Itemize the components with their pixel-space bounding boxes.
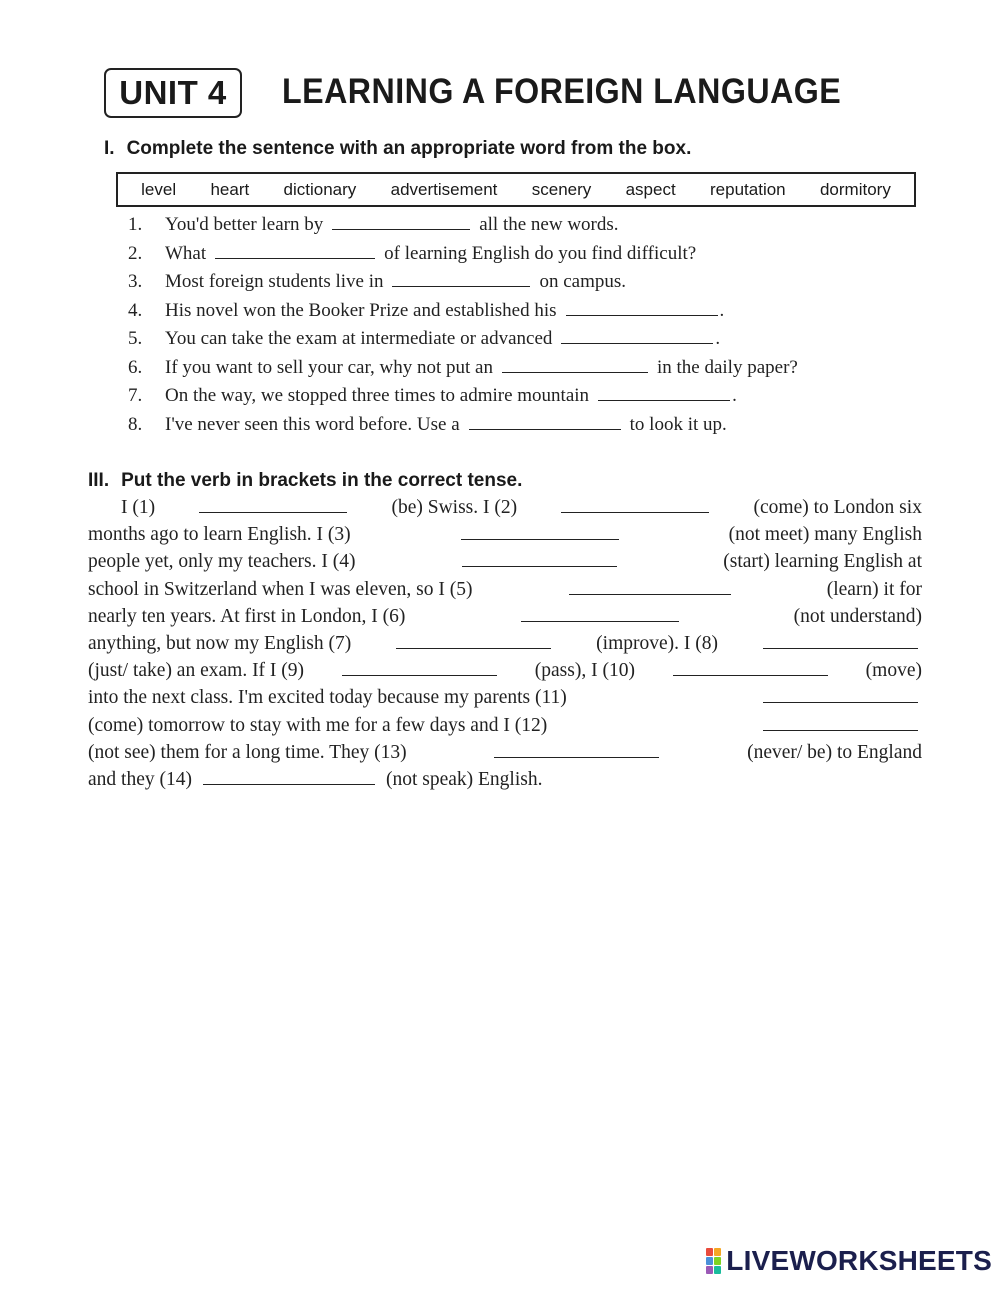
- sentence-6: [128, 357, 938, 386]
- tense-blank-7[interactable]: [396, 634, 551, 649]
- sentence-number: 5.: [128, 328, 143, 349]
- word-box-item: dictionary: [283, 179, 357, 199]
- paragraph-text: (come) tomorrow to stay with me for a few days and I (12): [88, 714, 548, 736]
- logo-tile: [706, 1248, 713, 1256]
- sentence-number: 3.: [128, 271, 143, 292]
- answer-blank[interactable]: [598, 386, 730, 401]
- tense-blank-1[interactable]: [199, 498, 347, 513]
- paragraph-text: (never/ be) to England: [747, 741, 922, 763]
- sentence-number: 6.: [128, 356, 143, 378]
- unit-label: UNIT 4: [119, 74, 227, 111]
- sentence-text-after: of learning English do you find difficult?: [384, 242, 697, 264]
- tense-blank-5[interactable]: [569, 580, 731, 595]
- word-box-item: heart: [210, 179, 250, 199]
- paragraph-line-3: [88, 551, 922, 578]
- sentence-text-before: You'd better learn by: [165, 214, 324, 235]
- sentence-1: [128, 214, 938, 243]
- logo-tile: [714, 1266, 721, 1274]
- sentence-text-before: What: [165, 242, 207, 264]
- tense-blank-10[interactable]: [673, 661, 828, 676]
- paragraph-text: (be) Swiss. I (2): [391, 497, 518, 518]
- sentence-number: 7.: [128, 385, 143, 406]
- logo-tile: [706, 1257, 713, 1265]
- paragraph-line-2: [88, 524, 922, 551]
- paragraph-text: people yet, only my teachers. I (4): [88, 551, 356, 573]
- sentence-text-after: all the new words.: [479, 214, 619, 235]
- word-box-item: aspect: [625, 179, 676, 199]
- sentence-5: [128, 328, 938, 357]
- paragraph-text: school in Switzerland when I was eleven, so I (5): [88, 578, 473, 600]
- liveworksheets-logo-icon: [706, 1248, 721, 1274]
- sentence-text-after: .: [732, 385, 737, 406]
- paragraph-text: nearly ten years. At first in London, I (6): [88, 605, 406, 627]
- sentence-list: [128, 214, 938, 442]
- answer-blank[interactable]: [392, 272, 530, 287]
- tense-blank-3[interactable]: [461, 525, 619, 540]
- answer-blank[interactable]: [469, 415, 621, 430]
- sentence-text-after: in the daily paper?: [656, 356, 798, 378]
- word-box-item: advertisement: [390, 179, 498, 199]
- sentence-text-after: .: [715, 328, 721, 349]
- tense-blank-11[interactable]: [763, 688, 918, 703]
- brand-name: LIVEWORKSHEETS: [726, 1245, 992, 1276]
- sentence-text-before: His novel won the Booker Prize and established his: [165, 299, 557, 321]
- section-3-heading: [88, 470, 522, 492]
- tense-paragraph: [88, 497, 922, 796]
- paragraph-text: (not understand): [793, 605, 922, 627]
- tense-blank-12[interactable]: [763, 716, 918, 731]
- unit-label-box: [104, 68, 242, 118]
- paragraph-text: months ago to learn English. I (3): [88, 524, 351, 546]
- paragraph-line-8: [88, 687, 922, 714]
- sentence-text-before: Most foreign students live in: [165, 271, 384, 292]
- sentence-text-after: .: [719, 299, 725, 321]
- paragraph-text: (not see) them for a long time. They (13): [88, 741, 407, 763]
- tense-blank-13[interactable]: [494, 743, 659, 758]
- paragraph-line-7: [88, 660, 922, 687]
- tense-blank-6[interactable]: [521, 607, 679, 622]
- section-3-number: III.: [88, 470, 110, 491]
- sentence-number: 4.: [128, 299, 143, 321]
- sentence-text-after: on campus.: [539, 271, 627, 292]
- word-box: [116, 172, 916, 207]
- section-1-instruction: Complete the sentence with an appropriate word from the box.: [126, 138, 692, 159]
- sentence-2: [128, 243, 938, 272]
- answer-blank[interactable]: [566, 301, 718, 316]
- section-1-heading: [104, 138, 691, 160]
- paragraph-text: anything, but now my English (7): [88, 632, 352, 654]
- paragraph-text: (come) to London six: [753, 497, 922, 518]
- paragraph-line-9: [88, 715, 922, 742]
- paragraph-text: (pass), I (10): [534, 660, 635, 682]
- word-box-item: reputation: [710, 179, 786, 199]
- paragraph-line-10: [88, 742, 922, 769]
- paragraph-text: (move): [865, 660, 922, 682]
- sentence-7: [128, 385, 938, 414]
- sentence-number: 2.: [128, 242, 143, 264]
- logo-tile: [714, 1257, 721, 1265]
- logo-tile: [714, 1248, 721, 1256]
- paragraph-text: (start) learning English at: [723, 551, 922, 573]
- sentence-8: [128, 414, 938, 443]
- sentence-text-before: If you want to sell your car, why not put an: [165, 356, 493, 378]
- paragraph-line-5: [88, 606, 922, 633]
- tense-blank-4[interactable]: [462, 552, 617, 567]
- sentence-text-before: On the way, we stopped three times to admire mountain: [165, 385, 590, 406]
- liveworksheets-brand: [706, 1245, 992, 1277]
- paragraph-text: (just/ take) an exam. If I (9): [88, 660, 305, 682]
- paragraph-text: (learn) it for: [826, 578, 922, 600]
- sentence-text-before: I've never seen this word before. Use a: [165, 413, 460, 435]
- paragraph-text: (improve). I (8): [596, 632, 718, 654]
- paragraph-text: and they (14): [88, 768, 192, 790]
- sentence-number: 8.: [128, 413, 143, 435]
- sentence-4: [128, 300, 938, 329]
- answer-blank[interactable]: [561, 329, 713, 344]
- tense-blank-14[interactable]: [203, 770, 375, 785]
- paragraph-line-4: [88, 579, 922, 606]
- answer-blank[interactable]: [332, 215, 470, 230]
- page-title: LEARNING A FOREIGN LANGUAGE: [282, 72, 842, 111]
- logo-tile: [706, 1266, 713, 1274]
- word-box-item: scenery: [531, 179, 592, 199]
- word-box-item: level: [141, 179, 177, 199]
- paragraph-text: I (1): [121, 497, 156, 518]
- paragraph-text: (not meet) many English: [728, 524, 922, 546]
- paragraph-line-11: [88, 769, 922, 796]
- tense-blank-9[interactable]: [342, 661, 497, 676]
- paragraph-text: (not speak) English.: [385, 768, 543, 790]
- sentence-3: [128, 271, 938, 300]
- section-3-instruction: Put the verb in brackets in the correct tense.: [121, 470, 523, 491]
- sentence-text-after: to look it up.: [629, 413, 727, 435]
- answer-blank[interactable]: [215, 244, 375, 259]
- word-box-item: dormitory: [819, 179, 891, 199]
- paragraph-line-6: [88, 633, 922, 660]
- paragraph-line-1: [88, 497, 922, 524]
- tense-blank-2[interactable]: [561, 498, 709, 513]
- paragraph-text: into the next class. I'm excited today because my parents (11): [88, 687, 567, 709]
- tense-blank-8[interactable]: [763, 634, 918, 649]
- sentence-text-before: You can take the exam at intermediate or advanced: [165, 328, 553, 349]
- sentence-number: 1.: [128, 214, 143, 235]
- answer-blank[interactable]: [502, 358, 648, 373]
- section-1-number: I.: [104, 138, 115, 159]
